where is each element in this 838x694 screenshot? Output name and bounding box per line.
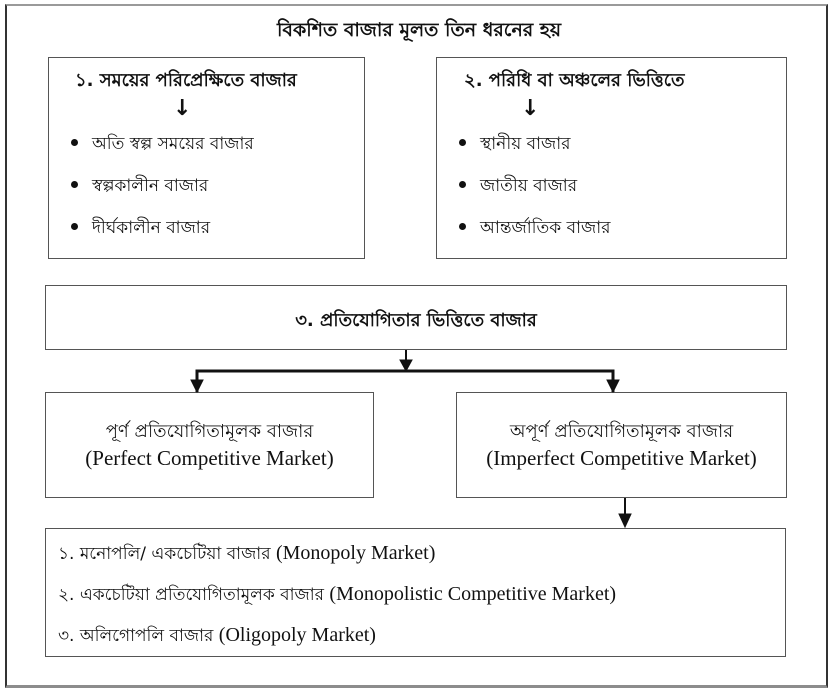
list-item: জাতীয় বাজার [459, 173, 610, 215]
competition-based-heading: ৩. প্রতিযোগিতার ভিত্তিতে বাজার [295, 310, 537, 331]
bullet-icon [71, 181, 78, 188]
region-based-market-box [436, 57, 787, 259]
list-item: স্থানীয় বাজার [459, 131, 610, 173]
list-item: ৩. অলিগোপলি বাজার (Oligopoly Market) [58, 624, 376, 646]
down-arrow-icon: ↓ [521, 96, 540, 121]
list-item: ২. একচেটিয়া প্রতিযোগিতামূলক বাজার (Monopolistic Competitive Market) [58, 583, 617, 605]
imperfect-market-en: (Imperfect Competitive Market) [486, 446, 757, 470]
time-based-heading: ১. সময়ের পরিপ্রেক্ষিতে বাজার [75, 70, 297, 91]
bullet-icon [459, 139, 466, 146]
perfect-market-bn: পূর্ণ প্রতিযোগিতামূলক বাজার [105, 421, 314, 442]
list-item: স্বল্পকালীন বাজার [71, 173, 254, 215]
time-based-market-box [48, 57, 365, 259]
perfect-competitive-market-box [45, 392, 374, 498]
region-based-list [459, 131, 610, 257]
list-item: অতি স্বল্প সময়ের বাজার [71, 131, 254, 173]
bullet-icon [71, 223, 78, 230]
list-item: আন্তর্জাতিক বাজার [459, 215, 610, 257]
imperfect-types-list [58, 537, 616, 660]
bullet-icon [459, 181, 466, 188]
bullet-icon [71, 139, 78, 146]
region-based-heading: ২. পরিধি বা অঞ্চলের ভিত্তিতে [464, 70, 685, 91]
time-based-list [71, 131, 254, 257]
imperfect-market-bn: অপূর্ণ প্রতিযোগিতামূলক বাজার [509, 421, 734, 442]
bullet-icon [459, 223, 466, 230]
down-arrow-icon: ↓ [173, 96, 192, 121]
list-item: দীর্ঘকালীন বাজার [71, 215, 254, 257]
perfect-market-en: (Perfect Competitive Market) [85, 446, 334, 470]
imperfect-market-types-box [45, 528, 786, 657]
competition-based-market-box [45, 285, 787, 350]
imperfect-competitive-market-box [456, 392, 787, 498]
list-item: ১. মনোপলি/ একচেটিয়া বাজার (Monopoly Market) [58, 542, 436, 564]
diagram-title: বিকশিত বাজার মূলত তিন ধরনের হয় [276, 19, 562, 41]
